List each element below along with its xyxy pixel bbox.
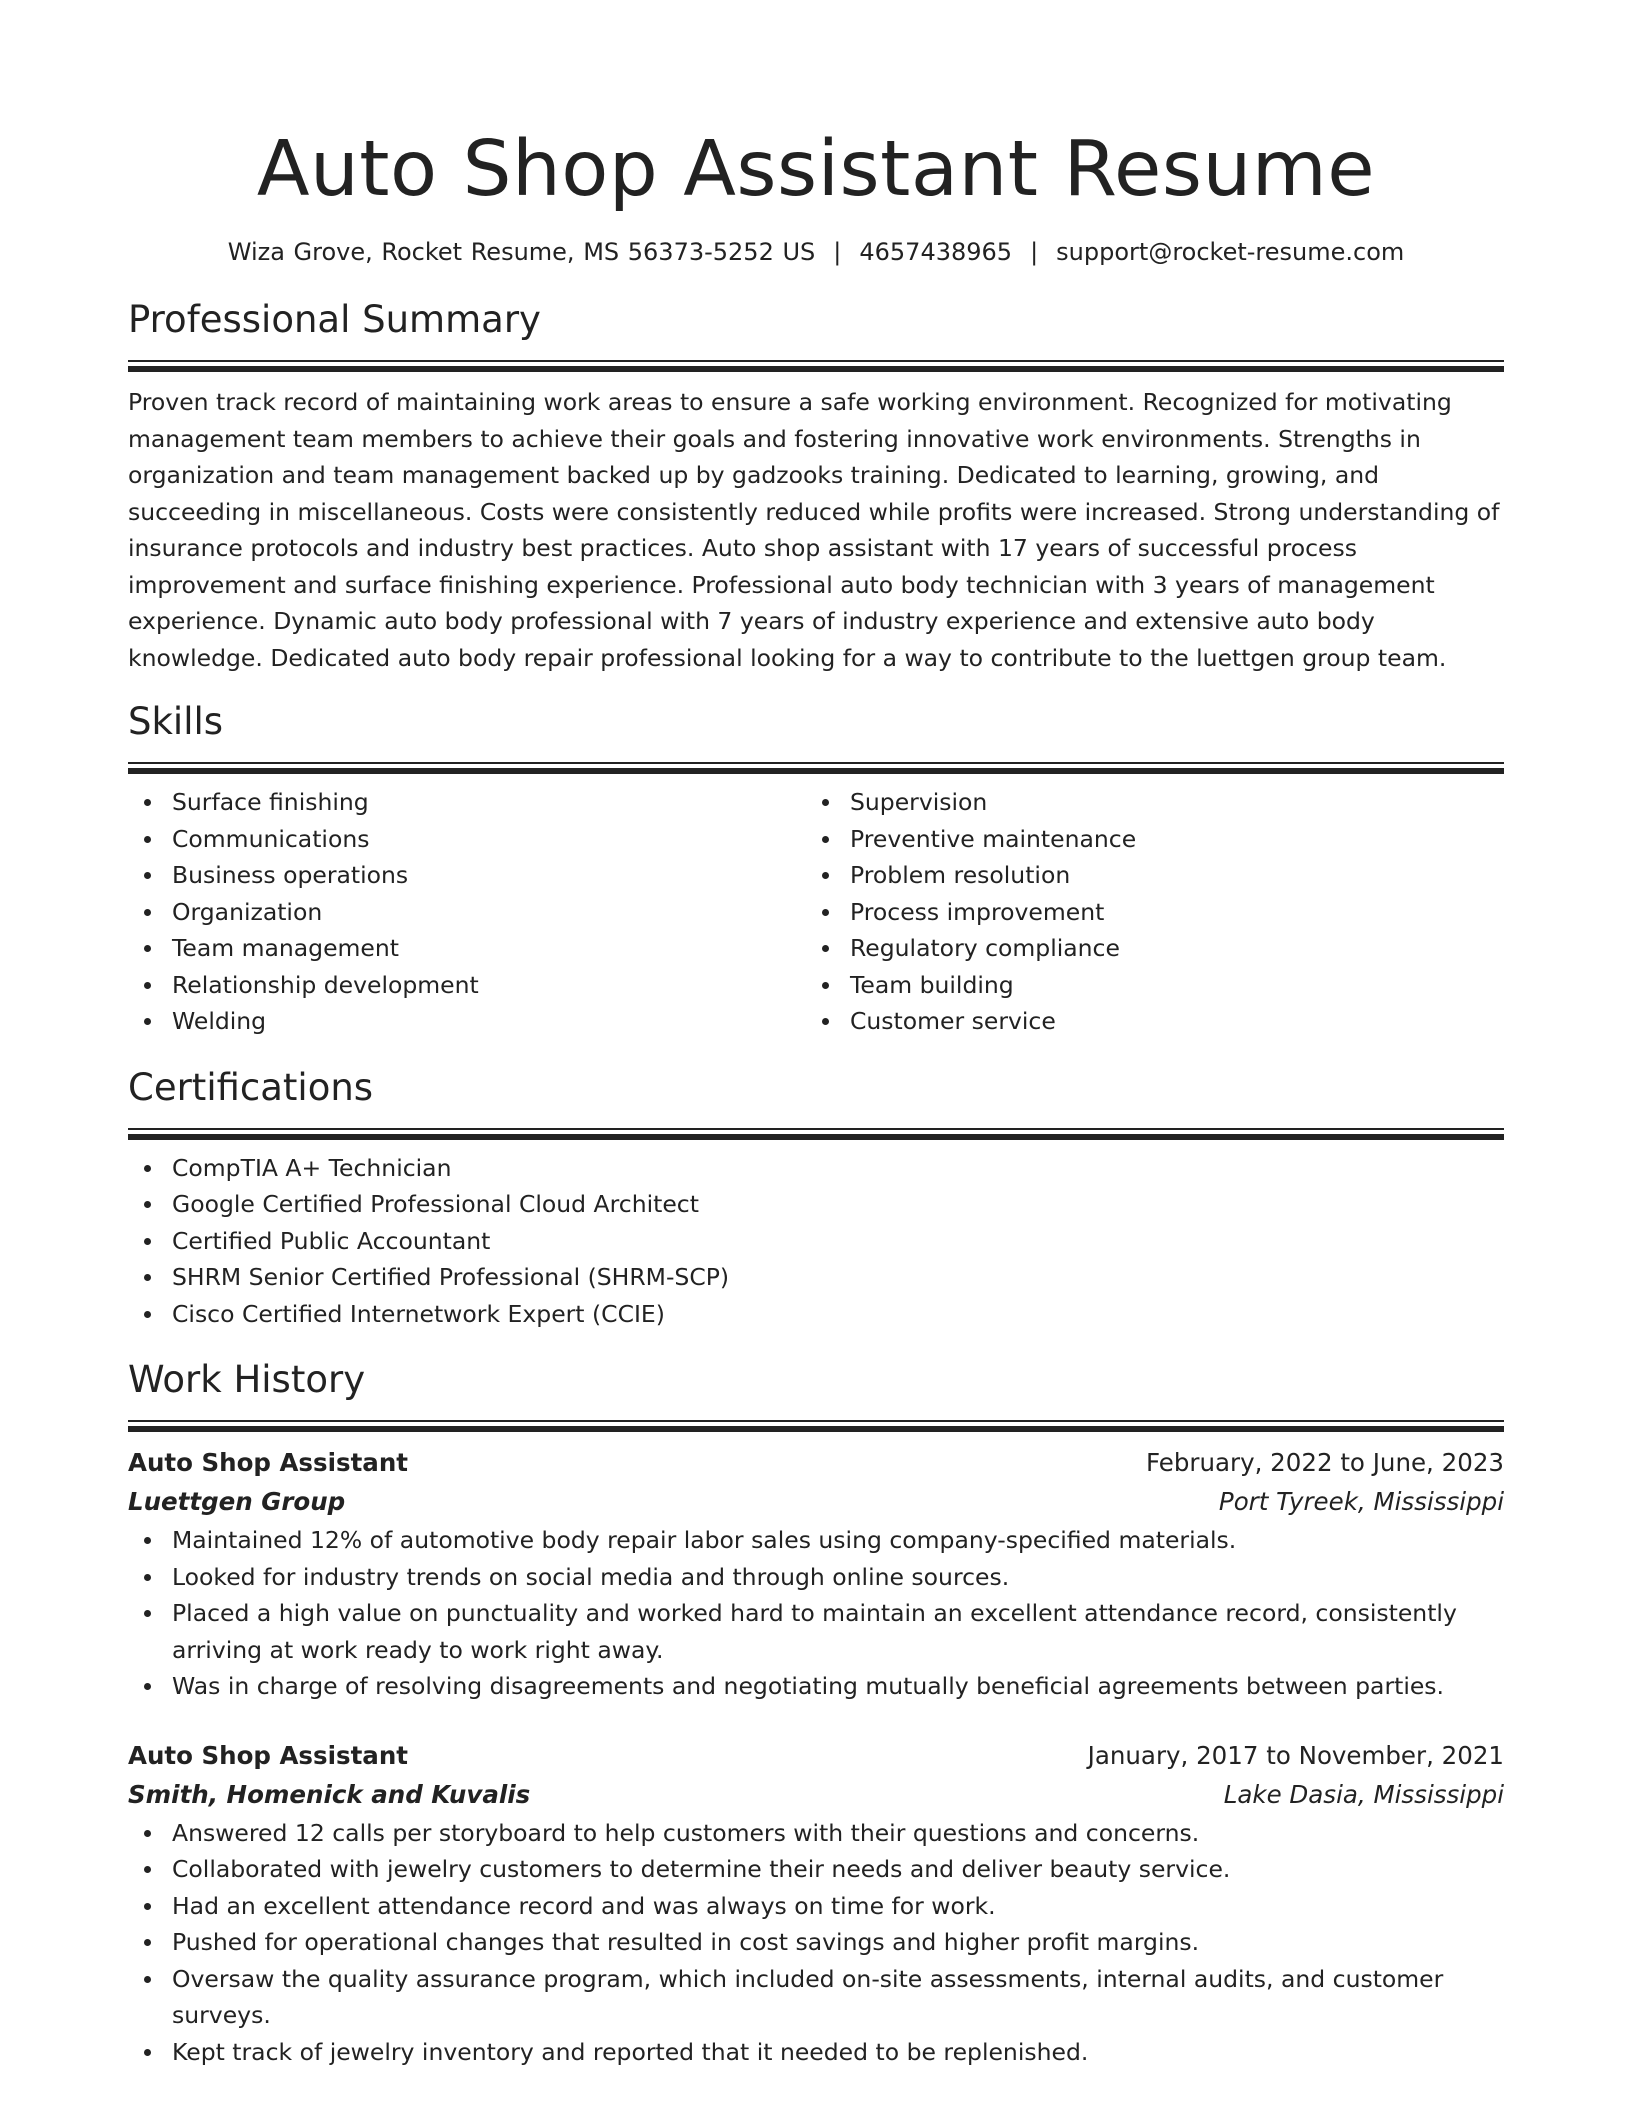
certification-item: SHRM Senior Certified Professional (SHRM-SCP) xyxy=(128,1259,1504,1296)
skills-list-right xyxy=(806,784,1484,1040)
contact-address: Wiza Grove, Rocket Resume, MS 56373-5252 US xyxy=(227,238,816,266)
job-location: Port Tyreek, Mississippi xyxy=(1218,1487,1504,1516)
section-divider xyxy=(128,360,1504,372)
job-entry xyxy=(128,1444,1504,1705)
skill-item: Preventive maintenance xyxy=(806,821,1484,858)
job-bullet: Pushed for operational changes that resulted in cost savings and higher profit margins. xyxy=(128,1924,1504,1961)
certification-item: CompTIA A+ Technician xyxy=(128,1150,1504,1187)
job-company: Smith, Homenick and Kuvalis xyxy=(128,1779,531,1809)
work-history-section xyxy=(128,1356,1504,2070)
job-bullet: Oversaw the quality assurance program, which included on-site assessments, internal audits, and customer surveys. xyxy=(128,1961,1504,2034)
job-bullets xyxy=(128,1815,1504,2071)
certifications-list xyxy=(128,1150,1504,1333)
job-bullet: Kept track of jewelry inventory and reported that it needed to be replenished. xyxy=(128,2034,1504,2071)
skill-item: Business operations xyxy=(128,857,806,894)
section-divider xyxy=(128,1128,1504,1140)
skills-heading: Skills xyxy=(128,700,224,743)
skill-item: Relationship development xyxy=(128,967,806,1004)
skill-item: Communications xyxy=(128,821,806,858)
job-header-row xyxy=(128,1737,1504,1775)
job-title: Auto Shop Assistant xyxy=(128,1740,408,1770)
job-header-row xyxy=(128,1444,1504,1482)
job-entry xyxy=(128,1737,1504,2071)
contact-email: support@rocket-resume.com xyxy=(1056,238,1405,266)
job-company: Luettgen Group xyxy=(128,1487,346,1516)
skills-columns xyxy=(128,784,1504,1040)
job-subheader-row xyxy=(128,1482,1504,1522)
skill-item: Welding xyxy=(128,1003,806,1040)
contact-separator: | xyxy=(1030,238,1039,266)
skill-item: Team management xyxy=(128,930,806,967)
contact-phone: 4657438965 xyxy=(859,238,1013,266)
job-location: Lake Dasia, Mississippi xyxy=(1223,1779,1504,1809)
skill-item: Problem resolution xyxy=(806,857,1484,894)
certifications-heading: Certifications xyxy=(128,1065,374,1109)
summary-heading: Professional Summary xyxy=(128,298,541,341)
skill-item: Surface finishing xyxy=(128,784,806,821)
skill-item: Team building xyxy=(806,967,1484,1004)
work-history-heading: Work History xyxy=(128,1358,366,1401)
job-bullet: Was in charge of resolving disagreements and negotiating mutually beneficial agreements between parties. xyxy=(128,1668,1504,1705)
summary-text: Proven track record of maintaining work areas to ensure a safe working environment. Recognized for motivating management team members to achieve their goals and fostering innovative work environments. Strengths in organization and team management backed up by gadzooks training. Dedicated to learning, growing, and succeeding in miscellaneous. Costs were consistently reduced while profits were increased. Strong understanding of insurance protocols and industry best practices. Auto shop assistant with 17 years of successful process improvement and surface finishing experience. Professional auto body technician with 3 years of management experience. Dynamic auto body professional with 7 years of industry experience and extensive auto body knowledge. Dedicated auto body repair professional looking for a way to contribute to the luettgen group team. xyxy=(128,388,1500,672)
job-bullet: Looked for industry trends on social media and through online sources. xyxy=(128,1559,1504,1596)
job-bullets xyxy=(128,1522,1504,1705)
certification-item: Certified Public Accountant xyxy=(128,1223,1504,1260)
skill-item: Process improvement xyxy=(806,894,1484,931)
summary-section xyxy=(128,296,1504,676)
skill-item: Customer service xyxy=(806,1003,1484,1040)
certifications-section xyxy=(128,1064,1504,1333)
job-dates: February, 2022 to June, 2023 xyxy=(1146,1448,1504,1477)
skill-item: Supervision xyxy=(806,784,1484,821)
resume-page xyxy=(128,0,1504,2070)
skills-list-left xyxy=(128,784,806,1040)
skills-section xyxy=(128,698,1504,1040)
job-bullet: Had an excellent attendance record and was always on time for work. xyxy=(128,1888,1504,1925)
certification-item: Cisco Certified Internetwork Expert (CCIE) xyxy=(128,1296,1504,1333)
job-dates: January, 2017 to November, 2021 xyxy=(1087,1740,1504,1770)
job-title: Auto Shop Assistant xyxy=(128,1448,408,1477)
resume-title: Auto Shop Assistant Resume xyxy=(256,125,1376,214)
job-bullet: Placed a high value on punctuality and worked hard to maintain an excellent attendance record, consistently arriving at work ready to work right away. xyxy=(128,1595,1504,1668)
skill-item: Organization xyxy=(128,894,806,931)
skill-item: Regulatory compliance xyxy=(806,930,1484,967)
job-bullet: Maintained 12% of automotive body repair labor sales using company-specified materials. xyxy=(128,1522,1504,1559)
contact-separator: | xyxy=(833,238,842,266)
section-divider xyxy=(128,1420,1504,1432)
contact-line xyxy=(128,236,1504,268)
section-divider xyxy=(128,762,1504,774)
certification-item: Google Certified Professional Cloud Architect xyxy=(128,1186,1504,1223)
job-subheader-row xyxy=(128,1775,1504,1815)
job-bullet: Answered 12 calls per storyboard to help customers with their questions and concerns. xyxy=(128,1815,1504,1852)
job-bullet: Collaborated with jewelry customers to determine their needs and deliver beauty service. xyxy=(128,1851,1504,1888)
